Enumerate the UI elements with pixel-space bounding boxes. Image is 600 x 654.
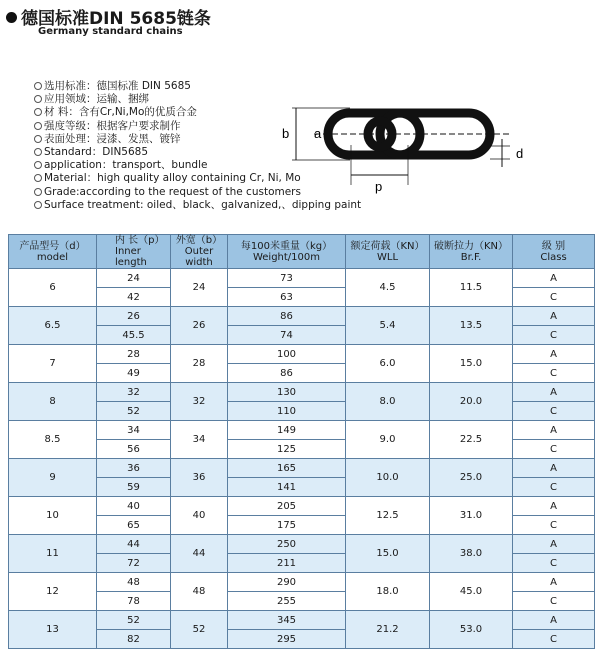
cell-wll: 4.5 [346,269,430,307]
spec-item: 应用领域：运输、捆绑 [34,93,361,106]
cell-inner: 59 [97,478,171,497]
table-row [9,535,595,554]
cell-brf: 53.0 [430,611,513,649]
cell-class: A [513,269,595,288]
cell-wll: 5.4 [346,307,430,345]
cell-model: 6.5 [9,307,97,345]
table-row [9,383,595,402]
cell-class: A [513,497,595,516]
bullet-icon [34,82,42,90]
table-row [9,611,595,630]
cell-weight: 149 [228,421,346,440]
cell-wll: 9.0 [346,421,430,459]
spec-item: Material：high quality alloy containing Cr, Ni, Mo [34,172,361,185]
cell-weight: 125 [228,440,346,459]
cell-inner: 52 [97,402,171,421]
cell-weight: 175 [228,516,346,535]
header-inner-length: 内 长（p） Inner length [97,235,171,269]
cell-model: 12 [9,573,97,611]
cell-inner: 24 [97,269,171,288]
cell-inner: 65 [97,516,171,535]
spec-item: Surface treatment: oiled、black、galvanized,、dipping paint [34,199,361,212]
header-model: 产品型号（d） model [9,235,97,269]
cell-inner: 40 [97,497,171,516]
bullet-icon [34,148,42,156]
cell-outer: 28 [171,345,228,383]
cell-inner: 42 [97,288,171,307]
cell-model: 9 [9,459,97,497]
cell-inner: 78 [97,592,171,611]
title-text: 德国标准DIN 5685链条 [21,9,211,29]
cell-inner: 26 [97,307,171,326]
table-row [9,421,595,440]
cell-class: A [513,535,595,554]
cell-brf: 38.0 [430,535,513,573]
bullet-icon [34,135,42,143]
cell-weight: 86 [228,307,346,326]
cell-outer: 44 [171,535,228,573]
cell-class: A [513,611,595,630]
header-outer-width: 外宽（b） Outer width [171,235,228,269]
cell-inner: 44 [97,535,171,554]
chain-link-diagram [270,95,540,195]
cell-wll: 10.0 [346,459,430,497]
table-row [9,497,595,516]
spec-table [8,234,595,649]
cell-outer: 52 [171,611,228,649]
bullet-icon [34,108,42,116]
cell-weight: 100 [228,345,346,364]
cell-weight: 141 [228,478,346,497]
cell-class: C [513,554,595,573]
cell-inner: 52 [97,611,171,630]
spec-item: 表面处理：浸漆、发黑、镀锌 [34,133,361,146]
cell-outer: 40 [171,497,228,535]
cell-inner: 28 [97,345,171,364]
table-row [9,307,595,326]
table-row [9,345,595,364]
cell-inner: 49 [97,364,171,383]
cell-weight: 295 [228,630,346,649]
label-d: d [516,146,524,161]
cell-model: 13 [9,611,97,649]
cell-model: 8.5 [9,421,97,459]
cell-weight: 130 [228,383,346,402]
cell-weight: 86 [228,364,346,383]
cell-class: A [513,383,595,402]
cell-outer: 32 [171,383,228,421]
bullet-icon [34,122,42,130]
cell-brf: 45.0 [430,573,513,611]
cell-outer: 24 [171,269,228,307]
cell-brf: 22.5 [430,421,513,459]
bullet-icon [34,201,42,209]
cell-brf: 31.0 [430,497,513,535]
cell-class: C [513,402,595,421]
cell-wll: 21.2 [346,611,430,649]
spec-item: 材 料：含有Cr,Ni,Mo的优质合金 [34,106,361,119]
label-b: b [282,126,290,141]
cell-inner: 36 [97,459,171,478]
cell-class: C [513,478,595,497]
cell-weight: 205 [228,497,346,516]
table-header-row [9,235,595,269]
cell-wll: 18.0 [346,573,430,611]
cell-weight: 255 [228,592,346,611]
cell-model: 10 [9,497,97,535]
cell-brf: 13.5 [430,307,513,345]
cell-class: A [513,345,595,364]
cell-wll: 8.0 [346,383,430,421]
cell-outer: 34 [171,421,228,459]
cell-class: A [513,307,595,326]
page-subtitle: Germany standard chains [38,26,183,37]
cell-outer: 36 [171,459,228,497]
cell-weight: 110 [228,402,346,421]
cell-inner: 32 [97,383,171,402]
cell-class: A [513,421,595,440]
table-row [9,573,595,592]
bullet-icon [34,161,42,169]
cell-weight: 250 [228,535,346,554]
header-weight: 每100米重量（kg） Weight/100m [228,235,346,269]
bullet-icon [6,12,17,23]
cell-class: C [513,364,595,383]
cell-wll: 12.5 [346,497,430,535]
cell-weight: 165 [228,459,346,478]
spec-item: 强度等级：根据客户要求制作 [34,120,361,133]
cell-weight: 63 [228,288,346,307]
cell-brf: 20.0 [430,383,513,421]
cell-outer: 26 [171,307,228,345]
header-wll: 额定荷载（KN） WLL [346,235,430,269]
bullet-icon [34,95,42,103]
cell-inner: 72 [97,554,171,573]
cell-weight: 74 [228,326,346,345]
cell-inner: 45.5 [97,326,171,345]
cell-inner: 48 [97,573,171,592]
spec-item: Grade:according to the request of the customers [34,186,361,199]
cell-model: 6 [9,269,97,307]
bullet-icon [34,174,42,182]
cell-weight: 73 [228,269,346,288]
cell-class: C [513,326,595,345]
cell-class: C [513,630,595,649]
spec-item: application：transport、bundle [34,159,361,172]
table-row [9,269,595,288]
cell-inner: 82 [97,630,171,649]
cell-class: C [513,516,595,535]
cell-class: A [513,459,595,478]
cell-class: C [513,288,595,307]
cell-brf: 15.0 [430,345,513,383]
cell-brf: 25.0 [430,459,513,497]
cell-class: A [513,573,595,592]
spec-item: 选用标准：德国标准 DIN 5685 [34,80,361,93]
label-a: a [314,126,322,141]
cell-brf: 11.5 [430,269,513,307]
cell-inner: 56 [97,440,171,459]
header-brf: 破断拉力（KN） Br.F. [430,235,513,269]
cell-weight: 345 [228,611,346,630]
cell-wll: 15.0 [346,535,430,573]
table-row [9,459,595,478]
cell-model: 8 [9,383,97,421]
cell-model: 7 [9,345,97,383]
cell-outer: 48 [171,573,228,611]
label-p: p [375,179,383,194]
cell-class: C [513,592,595,611]
header-class: 级 别 Class [513,235,595,269]
cell-model: 11 [9,535,97,573]
cell-weight: 290 [228,573,346,592]
cell-class: C [513,440,595,459]
cell-weight: 211 [228,554,346,573]
bullet-icon [34,188,42,196]
spec-item: Standard：DIN5685 [34,146,361,159]
cell-wll: 6.0 [346,345,430,383]
cell-inner: 34 [97,421,171,440]
